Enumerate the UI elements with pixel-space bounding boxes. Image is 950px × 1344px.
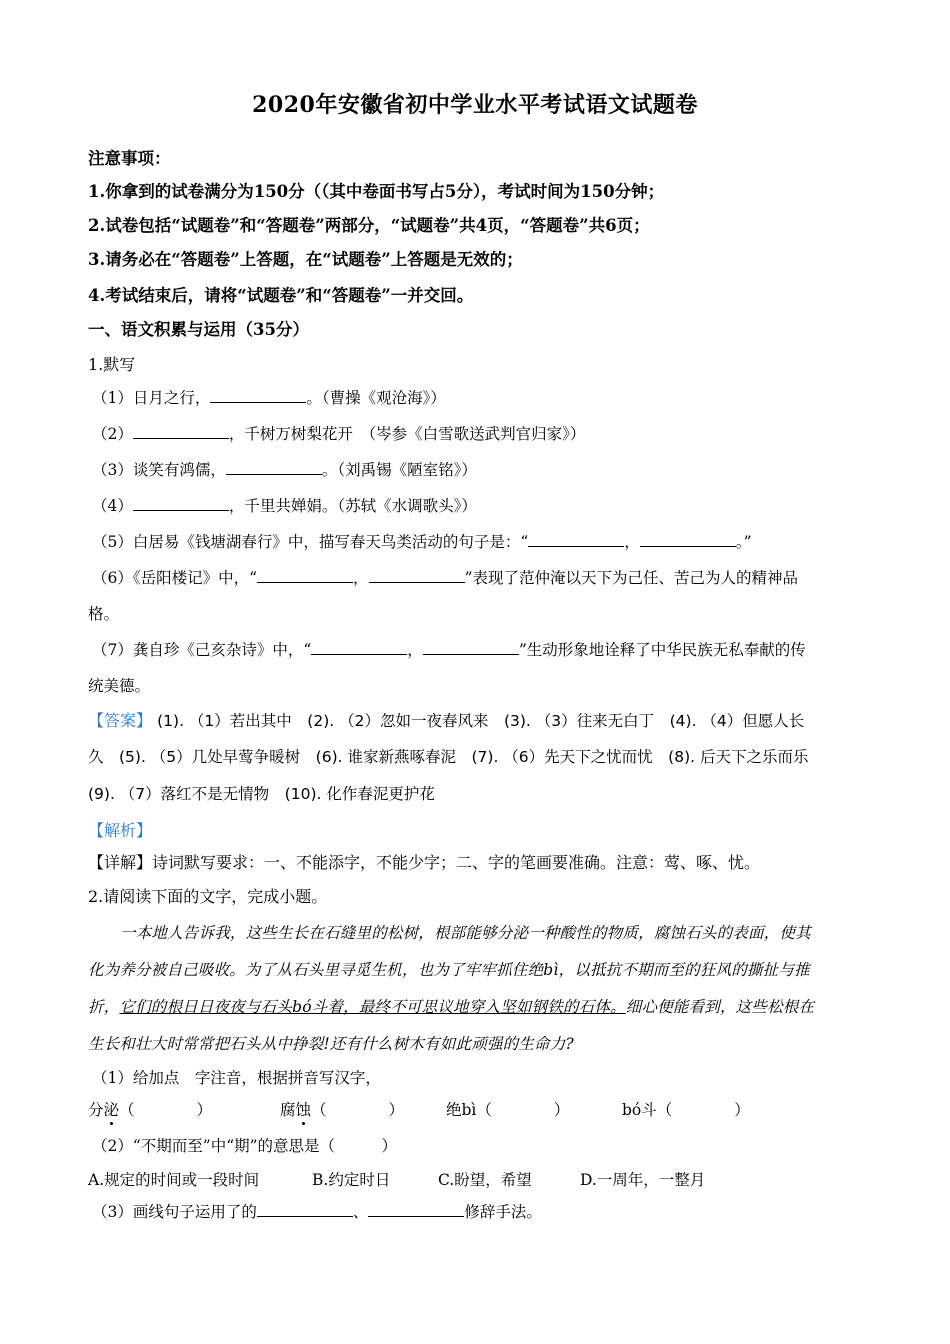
notice-item-3: 3.请务必在“答题卷”上答题，在“试题卷”上答题是无效的； xyxy=(88,250,523,269)
option-b: B.约定时日 xyxy=(312,1171,391,1189)
q1-item-7-text-c: ”生动形象地诠释了中华民族无私奉献的传 xyxy=(518,641,806,659)
passage-line-3-a: 折， xyxy=(88,998,120,1016)
q1-item-2 xyxy=(92,422,585,444)
notice-heading: 注意事项： xyxy=(88,149,171,168)
passage-line-3 xyxy=(88,995,814,1017)
option-d: D.一周年，一整月 xyxy=(580,1171,706,1189)
answer-line-1 xyxy=(88,708,804,731)
q1-item-1 xyxy=(92,386,446,408)
page-title: 2020年安徽省初中学业水平考试语文试题卷 xyxy=(252,92,698,118)
answer-line-3: (9). （7）落红不是无情物 (10). 化作春泥更护花 xyxy=(88,785,435,803)
q1-item-7-cont: 统美德。 xyxy=(88,677,151,695)
q1-item-2-text-a: （2） xyxy=(92,425,133,443)
section-heading: 一、语文积累与运用（35分） xyxy=(88,320,309,339)
fill-blank xyxy=(311,640,407,655)
word-1-char-a: 分 xyxy=(88,1101,104,1119)
word-2-dotted-char: 蚀 xyxy=(295,1101,312,1119)
q1-item-4-text-b: ，千里共婵娟。（苏轼《水调歌头》） xyxy=(228,497,477,515)
word-bodou: bó斗（ ） xyxy=(622,1101,750,1119)
option-a: A.规定的时间或一段时间 xyxy=(88,1171,260,1189)
q1-item-5 xyxy=(92,530,752,552)
answer-text-1: (1). （1）若出其中 (2). （2）忽如一夜春风来 (3). （3）往来无白丁 (4). （4）但愿人长 xyxy=(157,712,805,730)
fill-blank xyxy=(640,532,736,547)
q1-item-6-cont: 格。 xyxy=(88,605,120,623)
q1-item-1-text-a: （1）日月之行， xyxy=(92,389,211,407)
q1-item-1-text-b: 。（曹操《观沧海》） xyxy=(306,389,446,407)
option-c: C.盼望，希望 xyxy=(438,1171,532,1189)
q1-item-3-text-a: （3）谈笑有鸿儒， xyxy=(92,461,226,479)
fill-blank xyxy=(528,532,624,547)
q1-item-5-text-b: ， xyxy=(624,533,640,551)
q1-item-7 xyxy=(92,638,806,660)
q1-item-6-text-c: ”表现了范仲淹以天下为己任、苦己为人的精神品 xyxy=(464,569,798,587)
notice-item-1: 1.你拿到的试卷满分为150分（（其中卷面书写占5分），考试时间为150分钟； xyxy=(88,182,665,201)
fill-blank xyxy=(423,640,519,655)
fill-blank xyxy=(368,1202,464,1217)
q1-item-6-text-a: （6）《岳阳楼记》中，“ xyxy=(92,569,258,587)
fill-blank xyxy=(257,568,353,583)
passage-line-4: 生长和壮大时常常把石头从中挣裂!还有什么树木有如此顽强的生命力? xyxy=(88,1035,574,1053)
word-2-char-a: 腐 xyxy=(280,1101,296,1119)
q1-heading: 1.默写 xyxy=(88,355,136,374)
q2-sub-1: （1）给加点 字注音，根据拼音写汉字， xyxy=(92,1069,381,1087)
fill-blank xyxy=(133,424,229,439)
fill-blank xyxy=(133,496,229,511)
q1-item-2-text-b: ，千树万树梨花开 （岑参《白雪歌送武判官归家》） xyxy=(228,425,586,443)
detail-text: 诗词默写要求：一、不能添字，不能少字；二、字的笔画要准确。注意：莺、啄、忧。 xyxy=(152,853,761,872)
q2-sub-3-text-b: 、 xyxy=(352,1203,369,1221)
q1-item-5-text-a: （5）白居易《钱塘湖春行》中，描写春天鸟类活动的句子是：“ xyxy=(92,533,529,551)
answer-line-2: 久 (5). （5）几处早莺争暖树 (6). 谁家新燕啄春泥 (7). （6）先天下之忧而忧 (8). 后天下之乐而乐 xyxy=(88,748,809,766)
word-2-paren: （ ） xyxy=(311,1101,405,1119)
q1-item-6-text-b: ， xyxy=(353,569,369,587)
q1-item-5-text-c: 。” xyxy=(735,533,752,551)
word-1-dotted-char: 泌 xyxy=(103,1101,120,1119)
passage-line-3-b: 细心便能看到，这些松根在 xyxy=(625,998,815,1016)
detail-line xyxy=(88,850,760,873)
word-juebi: 绝bì（ ） xyxy=(446,1101,570,1119)
q1-item-3 xyxy=(92,458,477,480)
analysis-label: 【解析】 xyxy=(88,821,153,840)
q1-item-6 xyxy=(92,566,798,588)
q2-sub-3 xyxy=(92,1200,542,1222)
q1-item-7-text-a: （7）龚自珍《己亥杂诗》中，“ xyxy=(92,641,312,659)
q2-sub-2: （2）“不期而至”中“期”的意思是（ ） xyxy=(92,1137,398,1155)
detail-label: 【详解】 xyxy=(88,853,153,872)
q1-item-3-text-b: 。（刘禹锡《陋室铭》） xyxy=(321,461,477,479)
answer-label: 【答案】 xyxy=(88,711,153,730)
q1-item-4-text-a: （4） xyxy=(92,497,133,515)
word-fushi xyxy=(280,1098,404,1120)
notice-item-2: 2.试卷包括“试题卷”和“答题卷”两部分，“试题卷”共4页，“答题卷”共6页； xyxy=(88,216,650,235)
underlined-sentence: 它们的根日日夜夜与石头bó斗着，最终不可思议地穿入坚如钢铁的石体。 xyxy=(119,998,626,1016)
passage-line-2: 化为养分被自己吸收。为了从石头里寻觅生机，也为了牢牢抓住绝bì，以抵抗不期而至的狂风的撕扯与推 xyxy=(88,961,810,979)
word-1-paren: （ ） xyxy=(119,1101,213,1119)
fill-blank xyxy=(210,388,306,403)
q2-sub-3-text-c: 修辞手法。 xyxy=(464,1203,542,1221)
fill-blank xyxy=(257,1202,353,1217)
passage-line-1: 一本地人告诉我，这些生长在石缝里的松树，根部能够分泌一种酸性的物质，腐蚀石头的表面，使其 xyxy=(120,924,811,942)
q2-sub-3-text-a: （3）画线句子运用了的 xyxy=(92,1203,257,1221)
q2-heading: 2.请阅读下面的文字，完成小题。 xyxy=(88,887,328,906)
q1-item-7-text-b: ， xyxy=(407,641,423,659)
fill-blank xyxy=(369,568,465,583)
fill-blank xyxy=(226,460,322,475)
q1-item-4 xyxy=(92,494,477,516)
word-fenmi xyxy=(88,1098,212,1120)
notice-item-4: 4.考试结束后，请将“试题卷”和“答题卷”一并交回。 xyxy=(88,286,474,305)
